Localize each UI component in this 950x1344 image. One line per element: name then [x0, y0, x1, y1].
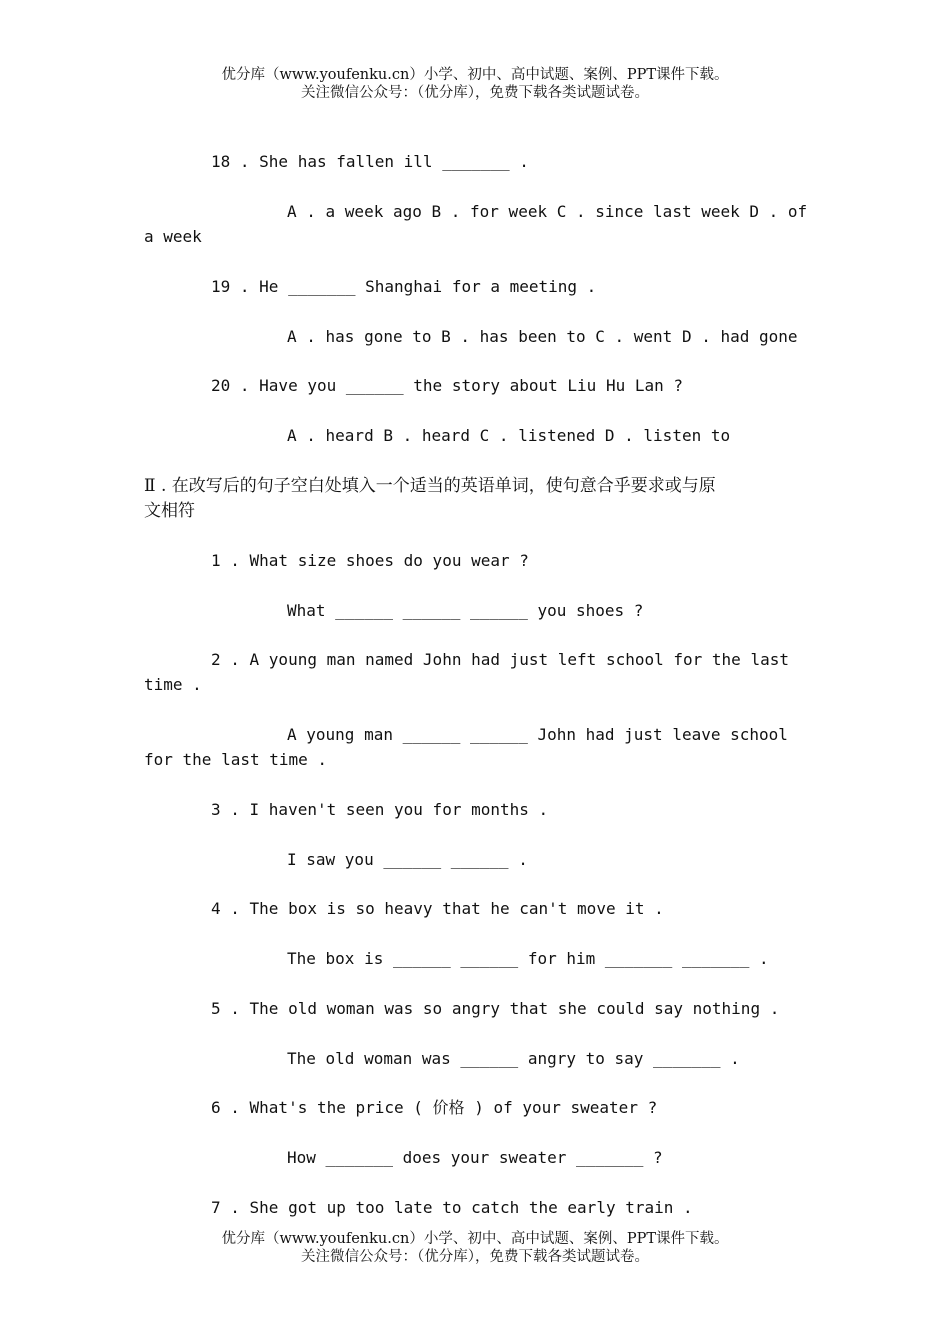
section-2-title: Ⅱ . 在改写后的句子空白处填入一个适当的英语单词，使句意合乎要求或与原: [144, 476, 716, 496]
question-19-options: A . has gone to B . has been to C . went D . had gone: [287, 327, 798, 346]
page-footer: [0, 1230, 950, 1266]
footer-line-2: 关注微信公众号：（优分库），免费下载各类试题试卷。: [301, 1249, 649, 1265]
header-line-1: 优分库（www.youfenku.cn）小学、初中、高中试题、案例、PPT课件下载。: [221, 67, 729, 83]
section-2-title-wrap: 文相符: [144, 501, 195, 521]
rewrite-answer-2-wrap: for the last time .: [144, 750, 328, 769]
rewrite-question-2-wrap: time .: [144, 675, 202, 694]
rewrite-question-7: 7 . She got up too late to catch the early train .: [211, 1198, 693, 1217]
question-20: 20 . Have you ______ the story about Liu Hu Lan ?: [211, 376, 684, 395]
rewrite-question-1: 1 . What size shoes do you wear ?: [211, 551, 529, 570]
question-18: 18 . She has fallen ill _______ .: [211, 152, 529, 171]
header-line-2: 关注微信公众号：（优分库），免费下载各类试题试卷。: [301, 85, 649, 101]
rewrite-answer-4: The box is ______ ______ for him _______ _______ .: [287, 949, 769, 968]
rewrite-question-2: 2 . A young man named John had just left school for the last: [211, 650, 789, 669]
rewrite-question-5: 5 . The old woman was so angry that she could say nothing .: [211, 999, 780, 1018]
footer-line-1: 优分库（www.youfenku.cn）小学、初中、高中试题、案例、PPT课件下载。: [221, 1231, 729, 1247]
rewrite-answer-2: A young man ______ ______ John had just leave school: [287, 725, 788, 744]
rewrite-question-4: 4 . The box is so heavy that he can't move it .: [211, 899, 664, 918]
question-19: 19 . He _______ Shanghai for a meeting .: [211, 277, 597, 296]
rewrite-answer-6: How _______ does your sweater _______ ?: [287, 1148, 663, 1167]
rewrite-answer-1: What ______ ______ ______ you shoes ?: [287, 601, 644, 620]
rewrite-question-6: 6 . What's the price ( 价格 ) of your sweater ?: [211, 1098, 658, 1117]
question-20-options: A . heard B . heard C . listened D . listen to: [287, 426, 731, 445]
question-18-options: A . a week ago B . for week C . since last week D . of: [287, 202, 808, 221]
rewrite-answer-5: The old woman was ______ angry to say _______ .: [287, 1049, 740, 1068]
rewrite-answer-3: I saw you ______ ______ .: [287, 850, 528, 869]
rewrite-question-3: 3 . I haven't seen you for months .: [211, 800, 549, 819]
question-18-options-wrap: a week: [144, 227, 202, 246]
page-header: [0, 66, 950, 102]
